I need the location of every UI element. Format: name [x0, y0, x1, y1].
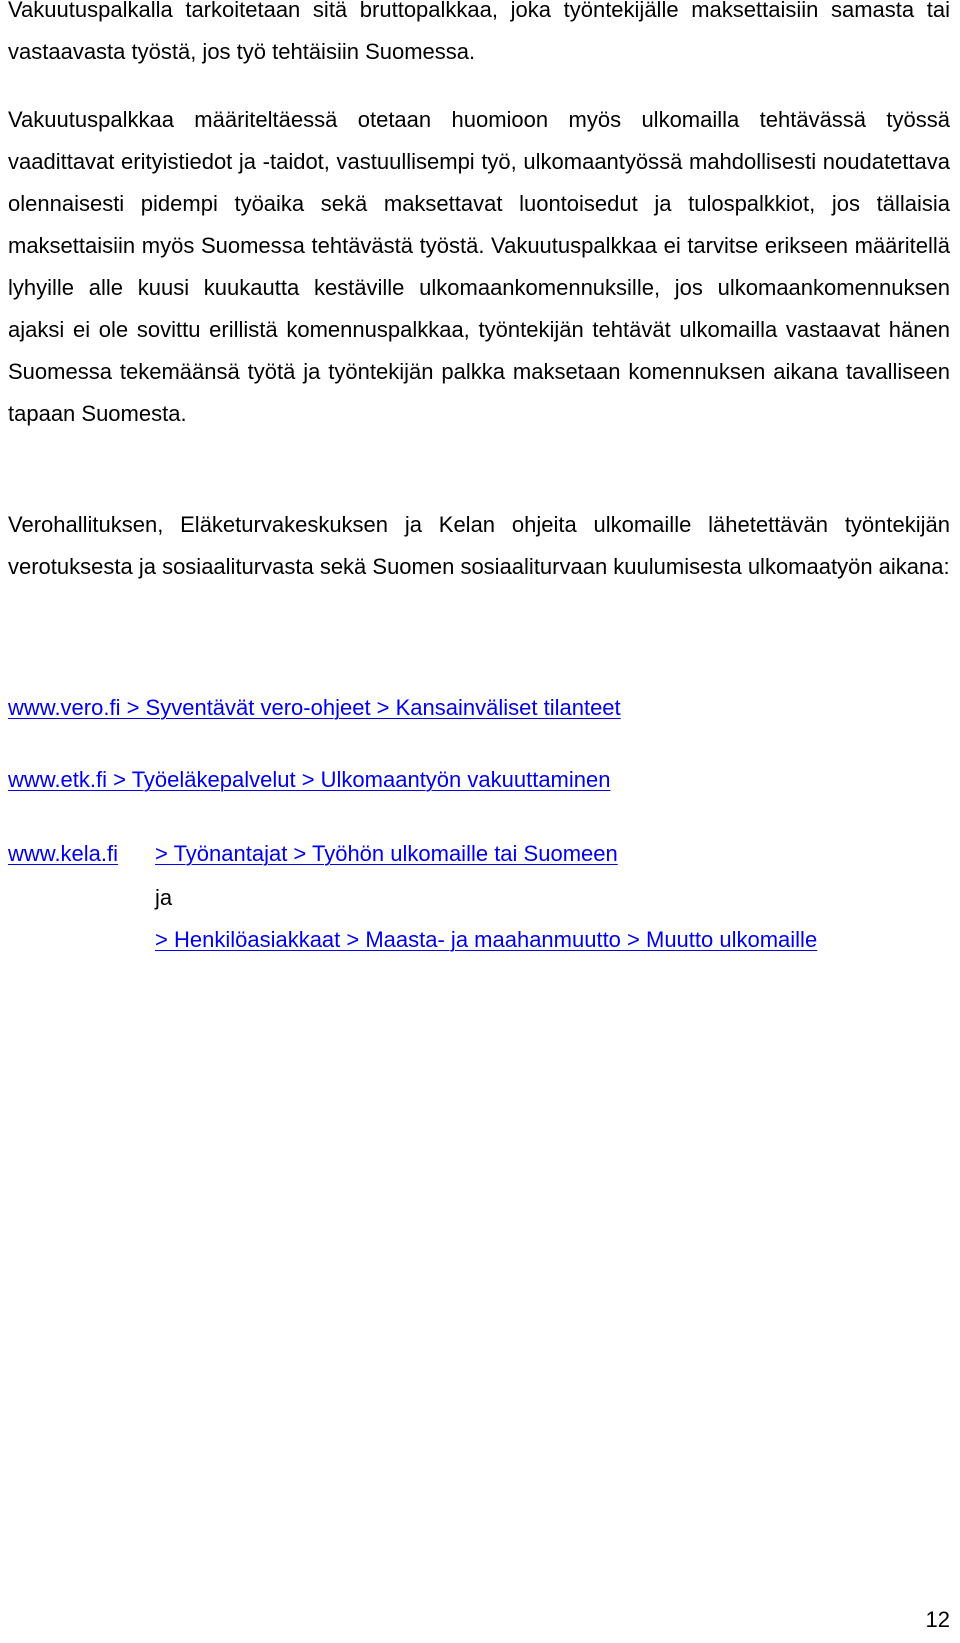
paragraph-guidance-intro: Verohallituksen, Eläketurvakeskuksen ja Kelan ohjeita ulkomaille lähetettävän työntekijän verotuksesta ja sosiaaliturvasta sekä Suomen sosiaaliturvaan kuulumisesta ulkomaatyön aikana:: [8, 512, 950, 579]
link-line-vero: [8, 693, 621, 723]
kela-connector-text: ja: [155, 885, 173, 910]
page-number: 12: [925, 1607, 950, 1632]
paragraph-vakuutuspalkka-definition: Vakuutuspalkalla tarkoitetaan sitä bruttopalkkaa, joka työntekijälle maksettaisiin samasta tai vastaavasta työstä, jos työ tehtäisiin Suomessa.: [8, 0, 950, 64]
link-kela-domain[interactable]: www.kela.fi: [8, 841, 119, 866]
link-line-kela-domain: [8, 839, 118, 869]
paragraph-vakuutuspalkka-details: Vakuutuspalkkaa määriteltäessä otetaan huomioon myös ulkomailla tehtävässä työssä vaadittavat erityistiedot ja -taidot, vastuullisempi työ, ulkomaantyössä mahdollisesti noudatettava olennaisesti pidempi työaika sekä maksettavat luontoisedut ja tulospalkkiot, jos tällaisia maksettaisiin myös Suomessa tehtävästä työstä. Vakuutuspalkkaa ei tarvitse erikseen määritellä lyhyille alle kuusi kuukautta kestäville ulkomaankomennuksille, jos ulkomaankomennuksen ajaksi ei ole sovittu erillistä komennuspalkkaa, työntekijän tehtävät ulkomailla vastaavat hänen Suomessa tekemäänsä työtä ja työntekijän palkka maksetaan komennuksen aikana tavalliseen tapaan Suomesta.: [8, 107, 950, 426]
link-kela-employers[interactable]: > Työnantajat > Työhön ulkomaille tai Suomeen: [155, 841, 618, 866]
link-vero[interactable]: www.vero.fi > Syventävät vero-ohjeet > Kansainväliset tilanteet: [8, 695, 621, 720]
link-line-kela-persons: [155, 925, 817, 955]
link-kela-persons[interactable]: > Henkilöasiakkaat > Maasta- ja maahanmuutto > Muutto ulkomaille: [155, 927, 818, 952]
link-line-kela-employers: [155, 839, 618, 869]
link-line-etk: [8, 765, 610, 795]
link-etk[interactable]: www.etk.fi > Työeläkepalvelut > Ulkomaantyön vakuuttaminen: [8, 767, 611, 792]
